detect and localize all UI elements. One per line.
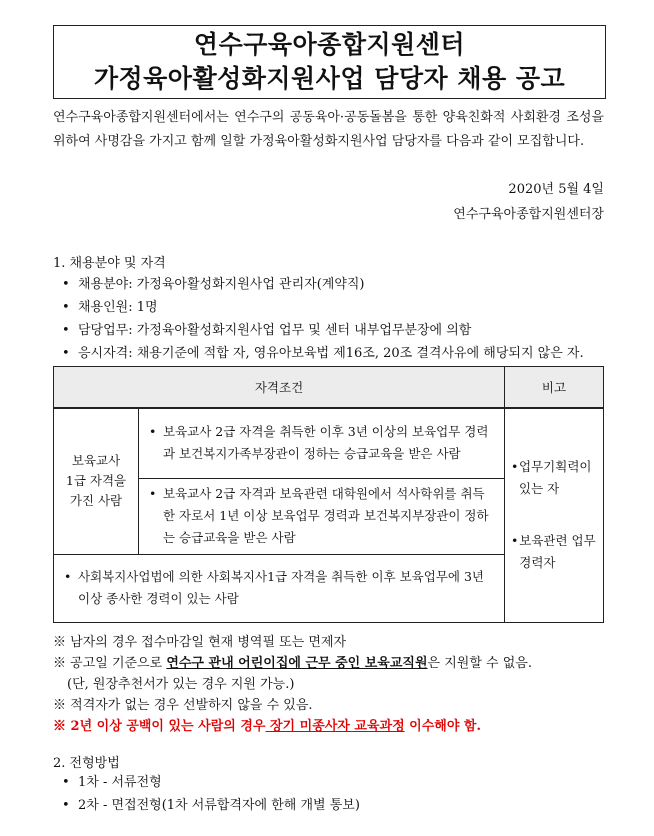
- announcement-date: 2020년 5월 4일: [508, 182, 604, 197]
- note-line: ※ 적격자가 없는 경우 선발하지 않을 수 있음.: [53, 698, 313, 713]
- qualification-label: 보육교사 1급 자격을 가진 사람: [54, 408, 139, 554]
- note-line: (단, 원장추천서가 있는 경우 지원 가능.): [67, 677, 295, 692]
- list-item: • 응시자격: 채용기준에 적합 자, 영유아보육법 제16조, 20조 결격사유에 해당되지 않은 자.: [62, 342, 584, 365]
- section-2-list: [62, 771, 360, 817]
- qualification-table: [53, 366, 604, 623]
- list-item: • 담당업무: 가정육아활성화지원사업 업무 및 센터 내부업무분장에 의함: [62, 319, 584, 342]
- list-item: • 1차 - 서류전형: [62, 771, 360, 794]
- qualification-item-1: • 보육교사 2급 자격을 취득한 이후 3년 이상의 보육업무 경력과 보건복지가족부장관이 정하는 승급교육을 받은 사람: [139, 408, 505, 478]
- notes: [53, 632, 613, 737]
- note-line: ※ 남자의 경우 접수마감일 현재 병역필 또는 면제자: [53, 635, 347, 650]
- note-line: ※ 공고일 기준으로 연수구 관내 어린이집에 근무 중인 보육교직원은 지원할 수 없음.: [53, 656, 532, 671]
- qualification-item-3: • 사회복지사업법에 의한 사회복지사1급 자격을 취득한 이후 보육업무에 3년 이상 종사한 경력이 있는 사람: [54, 554, 505, 622]
- organization-signature: 연수구육아종합지원센터장: [453, 207, 604, 222]
- intro-paragraph: 연수구육아종합지원센터에서는 연수구의 공동육아·공동돌봄을 통한 양육친화적 사회환경 조성을 위하여 사명감을 가지고 함께 일할 가정육아활성화지원사업 담당자를 다음과 같이 모집합니다.: [53, 110, 604, 149]
- title-line-1: 연수구육아종합지원센터: [193, 30, 466, 59]
- section-2-heading: 2. 전형방법: [53, 756, 120, 771]
- title-box: [53, 25, 606, 99]
- note-2: 보육관련 업무경력자: [519, 533, 596, 571]
- list-item: • 채용분야: 가정육아활성화지원사업 관리자(계약직): [62, 273, 584, 296]
- section-1-list: [62, 273, 584, 365]
- section-1-heading: 1. 채용분야 및 자격: [53, 256, 166, 271]
- qualification-item-2: • 보육교사 2급 자격과 보육관련 대학원에서 석사학위를 취득한 자로서 1년 이상 보육업무 경력과 보건복지부장관이 정하는 승급교육을 받은 사람: [139, 478, 505, 554]
- note-cell: • 업무기획력이 있는 자 • 보육관련 업무경력자: [505, 408, 604, 622]
- header-condition: 자격조건: [54, 367, 505, 409]
- list-item: • 2차 - 면접전형(1차 서류합격자에 한해 개별 통보): [62, 794, 360, 817]
- note-line-highlight: ※ 2년 이상 공백이 있는 사람의 경우 장기 미종사자 교육과정 이수해야 함.: [53, 719, 482, 734]
- header-note: 비고: [505, 367, 604, 409]
- title-line-2: 가정육아활성화지원사업 담당자 채용 공고: [93, 64, 566, 93]
- note-1: 업무기획력이 있는 자: [519, 459, 592, 497]
- list-item: • 채용인원: 1명: [62, 296, 584, 319]
